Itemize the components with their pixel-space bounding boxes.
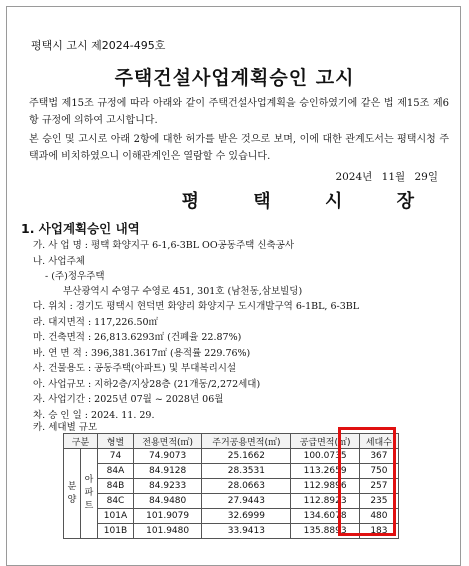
exclusive-area: 101.9480 xyxy=(133,524,201,539)
households: 480 xyxy=(359,509,398,524)
unit-type: 74 xyxy=(98,449,134,464)
item-unit-scale: 카. 세대별 규모 xyxy=(33,422,98,433)
supply-area: 112.8923 xyxy=(291,494,359,509)
table-header: 주거공용면적(㎡) xyxy=(202,434,291,449)
unit-type: 101B xyxy=(98,524,134,539)
item-total-floor-area: 바. 연 면 적 : 396,381.3617㎡ (용적률 229.76%) xyxy=(33,348,251,359)
common-area: 27.9443 xyxy=(202,494,291,509)
households: 257 xyxy=(359,479,398,494)
supply-area: 100.0735 xyxy=(291,449,359,464)
unit-type: 101A xyxy=(98,509,134,524)
unit-type: 84C xyxy=(98,494,134,509)
supply-area: 135.8893 xyxy=(291,524,359,539)
item-developer-address: 부산광역시 수영구 수영로 451, 301호 (남천동,삼보빌딩) xyxy=(63,286,303,297)
table-header: 형별 xyxy=(98,434,134,449)
item-building-area: 마. 건축면적 : 26,813.6293㎡ (건폐율 22.87%) xyxy=(33,332,242,343)
supply-area: 112.9896 xyxy=(291,479,359,494)
common-area: 33.9413 xyxy=(202,524,291,539)
unit-type: 84A xyxy=(98,464,134,479)
common-area: 28.0663 xyxy=(202,479,291,494)
item-approval-date: 차. 승 인 일 : 2024. 11. 29. xyxy=(33,410,155,421)
households: 235 xyxy=(359,494,398,509)
households: 367 xyxy=(359,449,398,464)
table-header: 구분 xyxy=(64,434,98,449)
notice-document xyxy=(6,6,461,566)
item-developer: 나. 사업주체 xyxy=(33,256,85,267)
common-area: 32.6999 xyxy=(202,509,291,524)
issuer-name: 평 택 시 장 xyxy=(181,191,438,212)
table-header: 세대수 xyxy=(359,434,398,449)
exclusive-area: 84.9233 xyxy=(133,479,201,494)
item-location: 다. 위치 : 경기도 평택시 현덕면 화양리 화양지구 도시개발구역 6-1BL, 6-3BL xyxy=(33,301,360,312)
document-title: 주택건설사업계획승인 고시 xyxy=(114,67,355,89)
paragraph-inspection: 본 승인 및 고시로 아래 2항에 대한 허가를 받은 것으로 보며, 이에 대한 관계도서는 평택시청 주택과에 비치하였으니 이해관계인은 열람할 수 있습니다. xyxy=(29,134,449,162)
households: 183 xyxy=(359,524,398,539)
common-area: 25.1662 xyxy=(202,449,291,464)
notice-number: 평택시 고시 제2024-495호 xyxy=(31,39,166,52)
unit-type: 84B xyxy=(98,479,134,494)
section-heading: 1. 사업계획승인 내역 xyxy=(21,221,140,236)
exclusive-area: 74.9073 xyxy=(133,449,201,464)
item-project-scale: 아. 사업규모 : 지하2층/지상28층 (21개동/2,272세대) xyxy=(33,379,261,390)
households: 750 xyxy=(359,464,398,479)
supply-area: 113.2659 xyxy=(291,464,359,479)
item-developer-name: - (주)정우주택 xyxy=(45,271,105,282)
exclusive-area: 84.9128 xyxy=(133,464,201,479)
table-header: 공급면적(㎡) xyxy=(291,434,359,449)
group-label: 분양 xyxy=(64,449,81,539)
item-site-area: 라. 대지면적 : 117,226.50㎡ xyxy=(33,317,159,328)
common-area: 28.3531 xyxy=(202,464,291,479)
item-building-use: 사. 건물용도 : 공동주택(아파트) 및 부대복리시설 xyxy=(33,363,237,374)
exclusive-area: 101.9079 xyxy=(133,509,201,524)
item-project-period: 자. 사업기간 : 2025년 07월 ~ 2028년 06월 xyxy=(33,394,224,405)
exclusive-area: 84.9480 xyxy=(133,494,201,509)
supply-area: 134.6078 xyxy=(291,509,359,524)
notice-date: 2024년 11월 29일 xyxy=(335,171,438,183)
paragraph-legal-basis: 주택법 제15조 규정에 따라 아래와 같이 주택건설사업계획을 승인하였기에 같은 법 제15조 제6항 규정에 의하여 고시합니다. xyxy=(29,98,449,126)
subgroup-label: 아파트 xyxy=(81,449,98,539)
households-highlight-box xyxy=(338,427,396,536)
table-header: 전용면적(㎡) xyxy=(133,434,201,449)
item-project-name: 가. 사 업 명 : 평택 화양지구 6-1,6-3BL OO공동주택 신축공사 xyxy=(33,240,295,251)
